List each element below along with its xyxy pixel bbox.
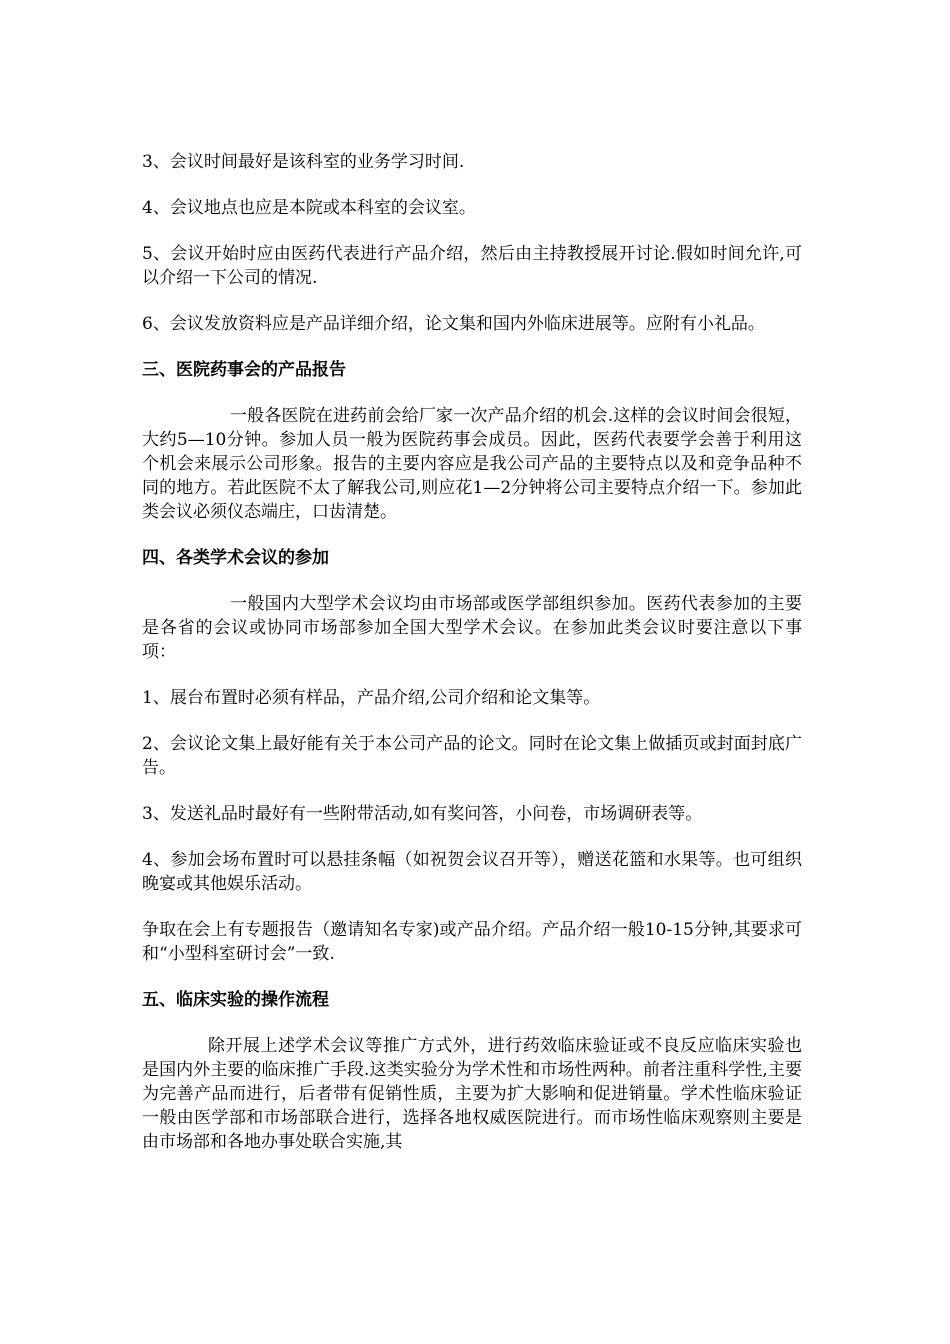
paragraph-booth-item-4: 4、参加会场布置时可以悬挂条幅（如祝贺会议召开等），赠送花篮和水果等。也可组织晚宴或其他娱乐活动。 — [142, 850, 802, 894]
paragraph-booth-item-3: 3、发送礼品时最好有一些附带活动,如有奖问答，小问卷，市场调研表等。 — [142, 804, 703, 824]
section-heading-5: 五、临床实验的操作流程 — [142, 990, 329, 1010]
paragraph-item-3: 3、会议时间最好是该科室的业务学习时间. — [142, 152, 465, 172]
paragraph-booth-item-2: 2、会议论文集上最好能有关于本公司产品的论文。同时在论文集上做插页或封面封底广告。 — [142, 734, 802, 778]
paragraph-clinical-trials: 除开展上述学术会议等推广方式外，进行药效临床验证或不良反应临床实验也是国内外主要的临床推广手段.这类实验分为学术性和市场性两种。前者注重科学性,主要为完善产品而进行，后者带有促销性质，主要为扩大影响和促进销量。学术性临床验证一般由医学部和市场部联合进行，选择各地权威医院进行。而市场性临床观察则主要是由市场部和各地办事处联合实施,其 — [142, 1036, 802, 1152]
paragraph-pharmacy-committee: 一般各医院在进药前会给厂家一次产品介绍的机会.这样的会议时间会很短，大约5—10分钟。参加人员一般为医院药事会成员。因此，医药代表要学会善于利用这个机会来展示公司形象。报告的主要内容应是我公司产品的主要特点以及和竞争品种不同的地方。若此医院不太了解我公司,则应花1—2分钟将公司主要特点介绍一下。参加此类会议必须仪态端庄，口齿清楚。 — [142, 406, 802, 522]
paragraph-booth-item-1: 1、展台布置时必须有样品，产品介绍,公司介绍和论文集等。 — [142, 688, 601, 708]
paragraph-item-6: 6、会议发放资料应是产品详细介绍，论文集和国内外临床进展等。应附有小礼品。 — [142, 314, 765, 334]
paragraph-special-report: 争取在会上有专题报告（邀请知名专家)或产品介绍。产品介绍一般10-15分钟,其要求可和“小型科室研讨会”一致. — [142, 920, 802, 964]
document-page — [142, 150, 802, 1176]
paragraph-item-4: 4、会议地点也应是本院或本科室的会议室。 — [142, 198, 476, 218]
paragraph-item-5: 5、会议开始时应由医药代表进行产品介绍，然后由主持教授展开讨论.假如时间允许,可以介绍一下公司的情况. — [142, 244, 802, 288]
section-heading-4: 四、各类学术会议的参加 — [142, 548, 329, 568]
paragraph-academic-meetings: 一般国内大型学术会议均由市场部或医学部组织参加。医药代表参加的主要是各省的会议或协同市场部参加全国大型学术会议。在参加此类会议时要注意以下事项： — [142, 594, 802, 662]
section-heading-3: 三、医院药事会的产品报告 — [142, 360, 346, 380]
